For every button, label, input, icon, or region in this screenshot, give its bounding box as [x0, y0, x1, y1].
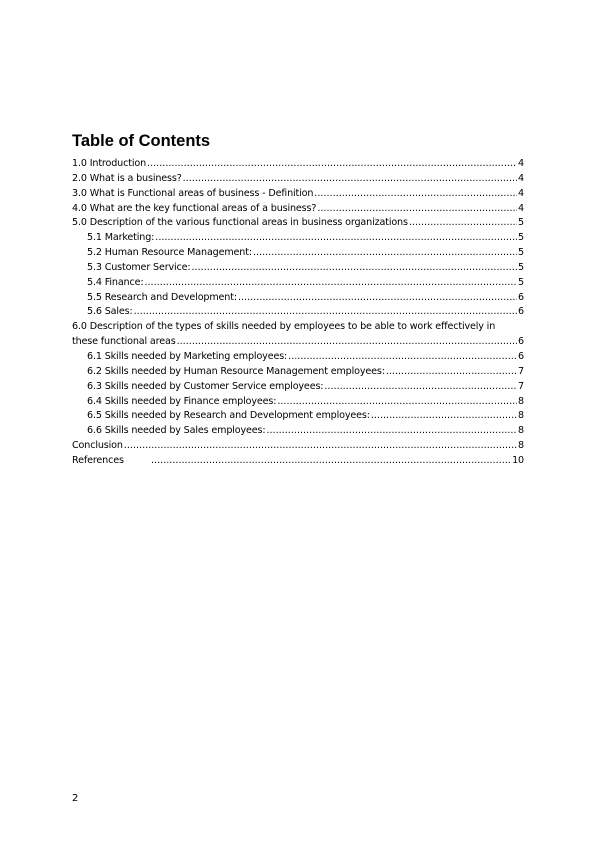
- table-of-contents: [72, 157, 524, 469]
- dot-leader: [124, 439, 517, 454]
- toc-entry-label: 3.0 What is Functional areas of business - Definition: [72, 187, 314, 199]
- toc-entry-introduction[interactable]: [72, 157, 524, 172]
- toc-entry-page: 4: [518, 158, 524, 169]
- toc-entry-page: 6: [518, 306, 524, 318]
- toc-entry-label: 6.0 Description of the types of skills needed by employees to be able to work effectively in: [72, 321, 496, 333]
- toc-entry-skills-hrm[interactable]: [72, 365, 524, 380]
- dot-leader: [371, 409, 517, 424]
- toc-entry-label: 5.6 Sales:: [87, 306, 133, 318]
- toc-entry-conclusion[interactable]: [72, 439, 524, 454]
- toc-entry-label: these functional areas: [72, 336, 176, 348]
- dot-leader: [147, 157, 517, 172]
- toc-entry-key-functional-areas[interactable]: [72, 202, 524, 217]
- dot-leader: [134, 305, 517, 320]
- toc-entry-label: 2.0 What is a business?: [72, 172, 182, 184]
- dot-leader: [288, 350, 517, 365]
- toc-entry-human-resource-management[interactable]: [72, 246, 524, 261]
- toc-entry-references[interactable]: [72, 454, 524, 469]
- dot-leader: [151, 454, 511, 469]
- toc-entry-page: 5: [518, 247, 524, 259]
- toc-entry-skills-customer-service[interactable]: [72, 380, 524, 395]
- toc-entry-skills-finance[interactable]: [72, 395, 524, 410]
- toc-entry-page: 4: [518, 187, 524, 199]
- toc-entry-label: 5.0 Description of the various functional areas in business organizations: [72, 217, 408, 229]
- toc-entry-customer-service[interactable]: [72, 261, 524, 276]
- toc-entry-page: 7: [518, 365, 524, 377]
- dot-leader: [409, 216, 517, 231]
- toc-entry-skills-description-line1[interactable]: [72, 320, 524, 335]
- toc-entry-page: 6: [518, 336, 524, 348]
- toc-entry-page: 6: [518, 291, 524, 303]
- toc-entry-page: 8: [518, 425, 524, 437]
- toc-entry-page: 6: [518, 350, 524, 362]
- toc-entry-label: Conclusion: [72, 440, 123, 452]
- toc-entry-what-is-business[interactable]: [72, 172, 524, 187]
- toc-entry-label: References: [72, 454, 124, 466]
- toc-entry-label: 5.3 Customer Service:: [87, 261, 191, 273]
- toc-entry-page: 7: [518, 380, 524, 392]
- dot-leader: [253, 246, 517, 261]
- toc-entry-page: 5: [518, 261, 524, 273]
- toc-entry-page: 5: [518, 232, 524, 244]
- dot-leader: [266, 424, 517, 439]
- page-number: 2: [72, 793, 79, 804]
- toc-entry-skills-marketing[interactable]: [72, 350, 524, 365]
- dot-leader: [277, 395, 517, 410]
- toc-entry-description-functional-areas[interactable]: [72, 216, 524, 231]
- toc-entry-label: 6.2 Skills needed by Human Resource Management employees:: [87, 365, 385, 377]
- dot-leader: [386, 365, 517, 380]
- toc-entry-finance[interactable]: [72, 276, 524, 291]
- toc-entry-page: 4: [518, 202, 524, 214]
- toc-entry-skills-research-development[interactable]: [72, 409, 524, 424]
- toc-entry-page: 8: [518, 410, 524, 422]
- dot-leader: [177, 335, 517, 350]
- dot-leader: [317, 202, 517, 217]
- toc-entry-label: 6.4 Skills needed by Finance employees:: [87, 395, 277, 407]
- dot-leader: [238, 291, 517, 306]
- toc-entry-page: 8: [518, 395, 524, 407]
- dot-leader: [314, 187, 517, 202]
- toc-entry-label: 1.0 Introduction: [72, 158, 147, 169]
- dot-leader: [324, 380, 517, 395]
- toc-title: Table of Contents: [72, 132, 211, 150]
- toc-entry-functional-areas-definition[interactable]: [72, 187, 524, 202]
- toc-entry-label: 5.1 Marketing:: [87, 232, 155, 244]
- toc-entry-label: 6.6 Skills needed by Sales employees:: [87, 425, 266, 437]
- toc-entry-page: 10: [512, 454, 524, 466]
- dot-leader: [183, 172, 517, 187]
- toc-entry-sales[interactable]: [72, 305, 524, 320]
- toc-entry-page: 4: [518, 172, 524, 184]
- toc-entry-page: 5: [518, 217, 524, 229]
- toc-entry-research-development[interactable]: [72, 291, 524, 306]
- toc-entry-label: 5.2 Human Resource Management:: [87, 247, 252, 259]
- toc-entry-page: 5: [518, 276, 524, 288]
- toc-entry-page: 8: [518, 440, 524, 452]
- dot-leader: [144, 276, 517, 291]
- toc-entry-label: 6.1 Skills needed by Marketing employees:: [87, 350, 288, 362]
- toc-entry-label: 4.0 What are the key functional areas of a business?: [72, 202, 317, 214]
- toc-entry-marketing[interactable]: [72, 231, 524, 246]
- toc-entry-label: 6.5 Skills needed by Research and Development employees:: [87, 410, 370, 422]
- toc-entry-label: 5.4 Finance:: [87, 276, 144, 288]
- dot-leader: [155, 231, 517, 246]
- toc-entry-skills-sales[interactable]: [72, 424, 524, 439]
- toc-entry-skills-description-line2[interactable]: [72, 335, 524, 350]
- dot-leader: [192, 261, 518, 276]
- toc-entry-label: 5.5 Research and Development:: [87, 291, 237, 303]
- toc-entry-label: 6.3 Skills needed by Customer Service employees:: [87, 380, 324, 392]
